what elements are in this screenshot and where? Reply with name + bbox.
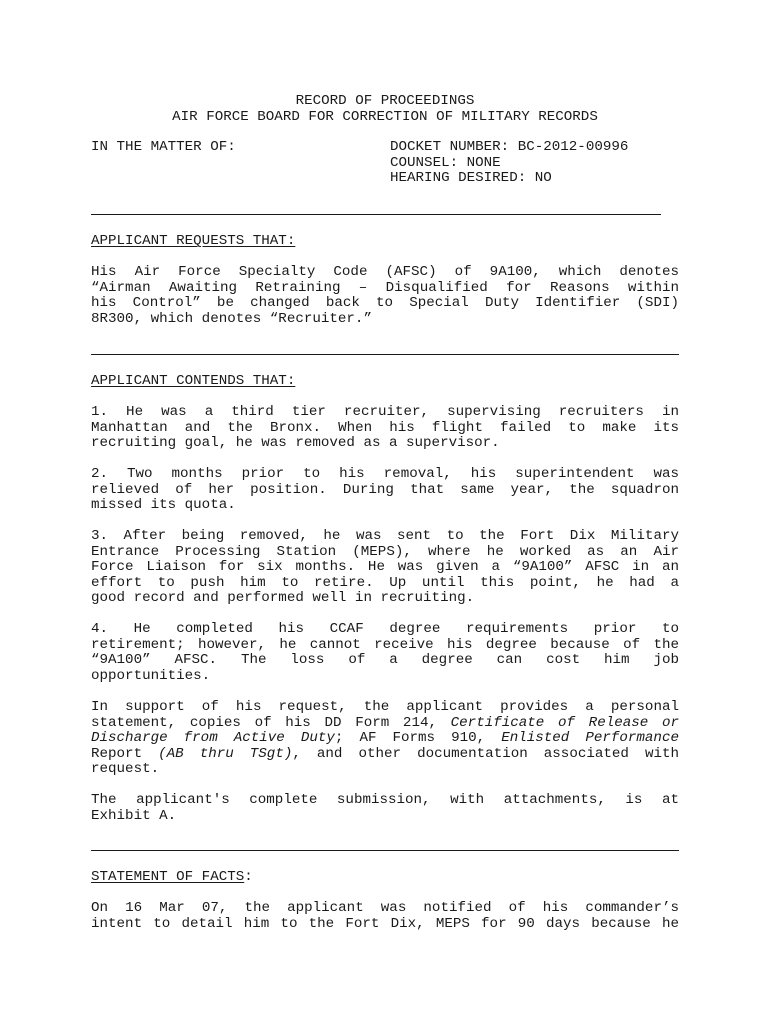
contends-paragraph-2: 2. Two months prior to his removal, his superintendent was relieved of her position. During that same year, the squadron missed its quota. [91,466,679,514]
facts-heading: STATEMENT OF FACTS: [91,869,253,885]
counsel: COUNSEL: NONE [390,154,501,171]
title-line-1: RECORD OF PROCEEDINGS [295,93,475,109]
divider-1 [91,214,661,215]
contends-paragraph-1: 1. He was a third tier recruiter, supervising recruiters in Manhattan and the Bronx. When his flight failed to make its recruiting goal, he was removed as a supervisor. [91,404,679,452]
contends-heading: APPLICANT CONTENDS THAT: [91,373,296,389]
docket-number: DOCKET NUMBER: BC-2012-00996 [390,139,629,155]
divider-2 [91,354,679,355]
contends-paragraph-4: 4. He completed his CCAF degree requirements prior to retirement; however, he cannot receive his degree because of the “9A100” AFSC. The loss of a degree can cost him job opportunities. [91,621,679,684]
contends-paragraph-3: 3. After being removed, he was sent to the Fort Dix Military Entrance Processing Station (MEPS), where he worked as an Air Force Liaison for six months. He was given a “9A100” AFSC in an effort to push him to retire. Up until this point, he had a good record and performed well in recruiting. [91,528,679,607]
title-line-2: AIR FORCE BOARD FOR CORRECTION OF MILITARY RECORDS [172,108,598,125]
requests-heading: APPLICANT REQUESTS THAT: [91,233,296,249]
divider-3 [91,850,679,851]
hearing-desired: HEARING DESIRED: NO [390,170,552,187]
document-title [91,94,679,125]
facts-body: On 16 Mar 07, the applicant was notified of his commander’s intent to detail him to the Fort Dix, MEPS for 90 days because he [91,900,679,932]
requests-body: His Air Force Specialty Code (AFSC) of 9A100, which denotes “Airman Awaiting Retraining – Disqualified for Reasons within his Control” be changed back to Special Duty Identifier (SDI) 8R300, which denotes “Recruiter.” [91,264,679,327]
exhibit-paragraph: The applicant's complete submission, with attachments, is at Exhibit A. [91,792,679,824]
support-paragraph: In support of his request, the applicant provides a personal statement, copies of his DD Form 214, Certificate of Release or Discharge from Active Duty; AF Forms 910, Enlisted Performance Report (AB thru TSgt), and other documentation associated with request. [91,699,679,778]
matter-label: IN THE MATTER OF: [91,139,236,155]
matter-details [390,140,628,187]
